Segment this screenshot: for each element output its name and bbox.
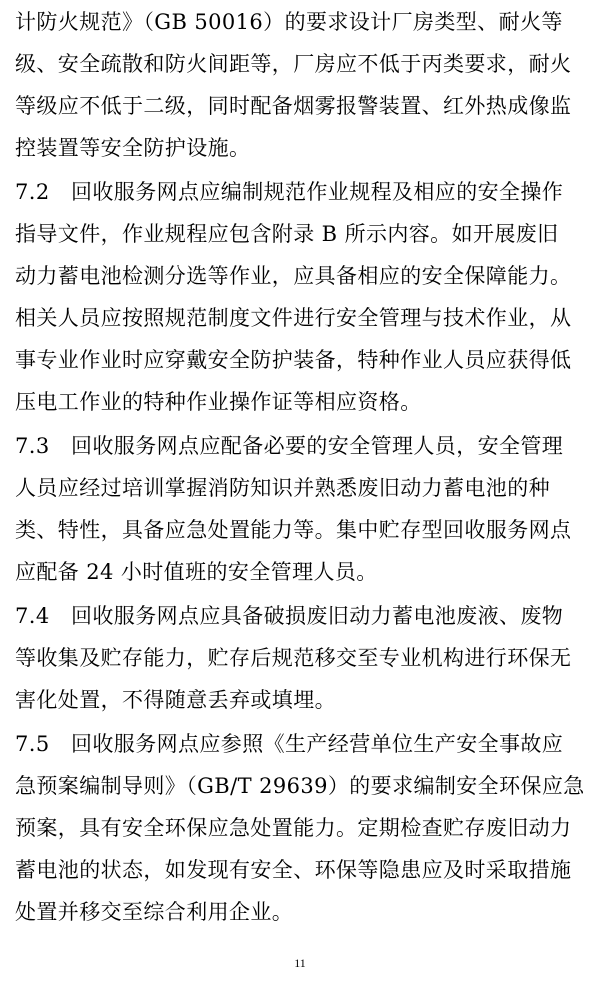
text-line: 动力蓄电池检测分选等作业，应具备相应的安全保障能力。 xyxy=(15,264,572,288)
text-line: 类、特性，具备应急处置能力等。集中贮存型回收服务网点 xyxy=(15,518,572,542)
text-line: 预案，具有安全环保应急处置能力。定期检查贮存废旧动力 xyxy=(15,816,572,840)
text-line: 压电工作业的特种作业操作证等相应资格。 xyxy=(15,390,422,414)
text-line: 7.5 回收服务网点应参照《生产经营单位生产安全事故应 xyxy=(15,732,564,756)
text-line: 处置并移交至综合利用企业。 xyxy=(15,900,294,924)
page-number: 11 xyxy=(294,956,306,970)
text-line: 7.3 回收服务网点应配备必要的安全管理人员，安全管理 xyxy=(15,434,564,458)
text-line: 相关人员应按照规范制度文件进行安全管理与技术作业，从 xyxy=(15,306,572,330)
text-line: 等收集及贮存能力，贮存后规范移交至专业机构进行环保无 xyxy=(15,646,572,670)
text-line: 人员应经过培训掌握消防知识并熟悉废旧动力蓄电池的种 xyxy=(15,476,550,500)
text-line: 害化处置，不得随意丢弃或填埋。 xyxy=(15,688,336,712)
text-line: 计防火规范》（GB 50016）的要求设计厂房类型、耐火等 xyxy=(15,10,563,34)
text-line: 7.2 回收服务网点应编制规范作业规程及相应的安全操作 xyxy=(15,180,564,204)
text-line: 控装置等安全防护设施。 xyxy=(15,136,251,160)
text-line: 应配备 24 小时值班的安全管理人员。 xyxy=(15,560,378,584)
text-line: 蓄电池的状态，如发现有安全、环保等隐患应及时采取措施 xyxy=(15,858,572,882)
text-line: 指导文件，作业规程应包含附录 B 所示内容。如开展废旧 xyxy=(15,222,559,246)
text-line: 级、安全疏散和防火间距等，厂房应不低于丙类要求，耐火 xyxy=(15,52,572,76)
text-line: 急预案编制导则》（GB/T 29639）的要求编制安全环保应急 xyxy=(15,774,585,798)
text-line: 7.4 回收服务网点应具备破损废旧动力蓄电池废液、废物 xyxy=(15,604,564,628)
text-line: 事专业作业时应穿戴安全防护装备，特种作业人员应获得低 xyxy=(15,348,572,372)
text-line: 等级应不低于二级，同时配备烟雾报警装置、红外热成像监 xyxy=(15,94,572,118)
